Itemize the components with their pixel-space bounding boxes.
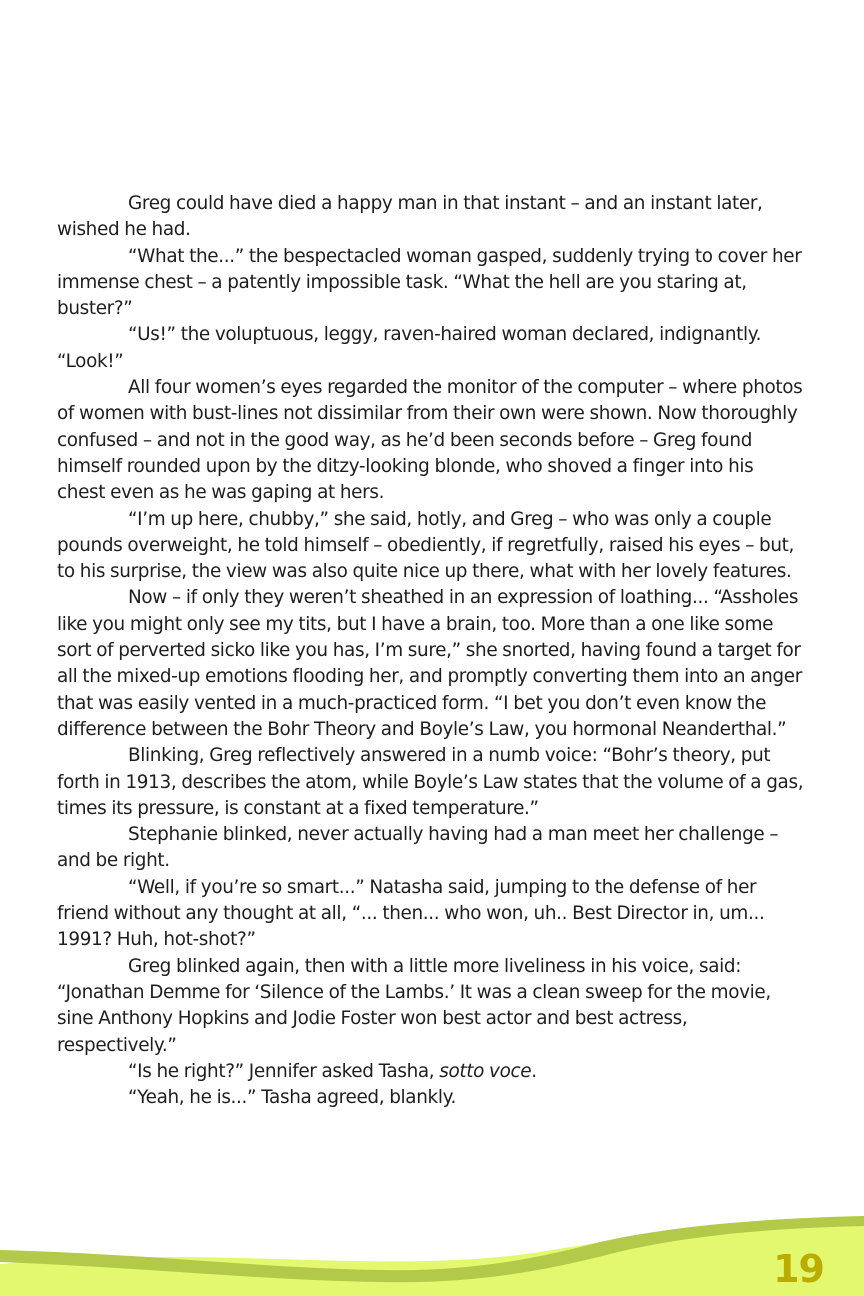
paragraph: Now – if only they weren’t sheathed in an expression of loathing... “Assholes like you might only see my tits, but I have a brain, too. More than a one like some sort of perverted sicko like you has, I’m sure,” she snorted, having found a target for all the mixed-up emotions flooding her, and promptly converting them into an anger that was easily vented in a much-practiced form. “I bet you don’t even know the difference between the Bohr Theory and Boyle’s Law, you hormonal Neanderthal.” <box>57 587 802 740</box>
paragraph: Greg could have died a happy man in that instant – and an instant later, wished he had. <box>57 193 763 241</box>
paragraph: “I’m up here, chubby,” she said, hotly, and Greg – who was only a couple pounds overweight, he told himself – obediently, if regretfully, raised his eyes – but, to his surprise, the view was also quite nice up there, what with her lovely features. <box>57 508 795 583</box>
paragraph: All four women’s eyes regarded the monitor of the computer – where photos of women with bust-lines not dissimilar from their own were shown. Now thoroughly confused – and not in the good way, as he’d been seconds before – Greg found himself rounded upon by the ditzy-looking blonde, who shoved a finger into his chest even as he was gaping at hers. <box>57 377 803 504</box>
paragraph-text: “Is he right?” Jennifer asked Tasha, <box>128 1060 440 1082</box>
footer-wave-decoration <box>0 1200 864 1296</box>
italic-phrase: sotto voce <box>439 1060 532 1082</box>
paragraph: “Yeah, he is...” Tasha agreed, blankly. <box>128 1087 456 1109</box>
paragraph: “Us!” the voluptuous, leggy, raven-haired woman declared, indignantly. “Look!” <box>57 324 762 372</box>
body-text <box>57 191 805 1111</box>
paragraph: Blinking, Greg reflectively answered in a numb voice: “Bohr’s theory, put forth in 1913, describes the atom, while Boyle’s Law states that the volume of a gas, times its pressure, is constant at a fixed temperature.” <box>57 745 804 819</box>
paragraph: “What the...” the bespectacled woman gasped, suddenly trying to cover her immense chest – a patently impossible task. “What the hell are you staring at, buster?” <box>57 245 802 320</box>
paragraph <box>57 1059 805 1085</box>
paragraph-text: . <box>531 1060 537 1082</box>
paragraph: Greg blinked again, then with a little more liveliness in his voice, said: “Jonathan Demme for ‘Silence of the Lambs.’ It was a clean sweep for the movie, sine Anthony Hopkins and Jodie Foster won best actor and best actress, respectively.” <box>57 955 771 1056</box>
paragraph: “Well, if you’re so smart...” Natasha said, jumping to the defense of her friend without any thought at all, “... then... who won, uh.. Best Director in, um... 1991? Huh, hot-shot?” <box>57 876 765 951</box>
page-number: 19 <box>773 1247 824 1291</box>
paragraph: Stephanie blinked, never actually having had a man meet her challenge – and be right. <box>57 824 779 872</box>
